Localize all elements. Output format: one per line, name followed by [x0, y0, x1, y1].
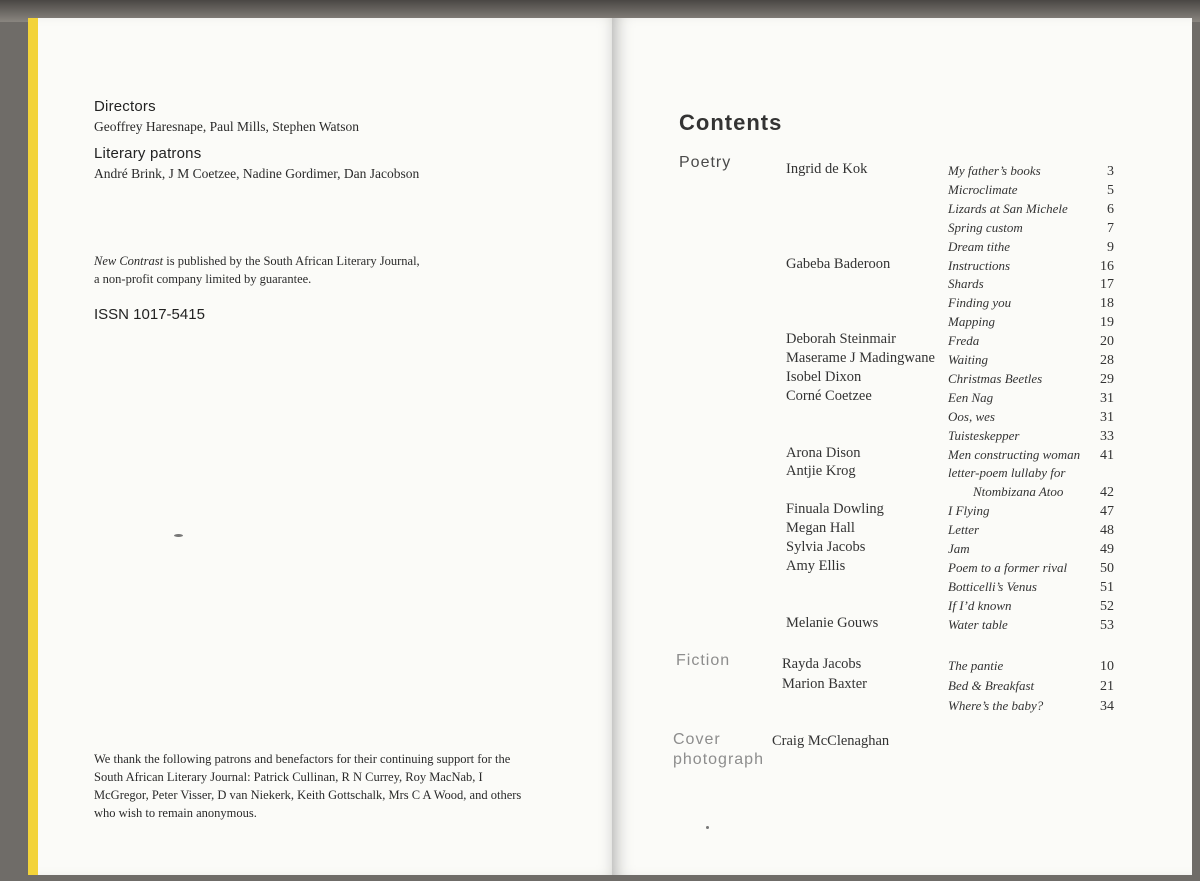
contents-entry-page: 7: [1107, 220, 1114, 236]
contents-entry-title: Shards: [948, 276, 984, 292]
publisher-line-2: a non-profit company limited by guarantee.: [94, 272, 312, 286]
contents-entry-title: Waiting: [948, 352, 988, 367]
author-poetry-2: Deborah Steinmair: [786, 331, 896, 348]
section-label-fiction: Fiction: [676, 652, 731, 669]
contents-entry-title: Letter: [948, 522, 980, 538]
left-page: [28, 18, 620, 875]
contents-entry-title: Finding you: [948, 295, 1012, 311]
contents-heading: Contents: [679, 110, 783, 135]
journal-name: New Contrast: [94, 254, 164, 268]
contents-entry-title: I Flying: [948, 503, 990, 519]
contents-entry-title: Lizards at San Michele: [948, 200, 1068, 216]
contents-entry-page: 17: [1100, 277, 1114, 293]
contents-entry-title: The pantie: [948, 658, 1004, 673]
contents-entry-page: 41: [1100, 447, 1114, 463]
author-poetry-3: Maserame J Madingwane: [786, 350, 935, 366]
contents-entry-title: Botticelli’s Venus: [948, 578, 1037, 594]
contents-entry-page: 48: [1100, 523, 1114, 539]
contents-entry-title: Poem to a former rival: [948, 559, 1068, 575]
contents-entry-page: 47: [1100, 504, 1114, 520]
right-page: [612, 18, 1192, 875]
contents-entry-page: 18: [1100, 296, 1114, 312]
contents-entry-title: letter-poem lullaby for: [948, 465, 1066, 481]
contents-entry-title: Dream tithe: [948, 238, 1010, 254]
contents-entry-page: 6: [1107, 201, 1114, 217]
contents-entry-title: Christmas Beetles: [948, 370, 1043, 386]
author-poetry-9: Megan Hall: [786, 520, 855, 537]
section-label-cover: [673, 730, 764, 770]
contents-entry-title: Spring custom: [948, 219, 1023, 235]
author-poetry-5: Corné Coetzee: [786, 387, 872, 404]
contents-entry-title: Where’s the baby?: [948, 698, 1044, 713]
author-poetry-4: Isobel Dixon: [786, 368, 862, 385]
contents-entry-title: Water table: [948, 616, 1008, 632]
publisher-note: [94, 252, 420, 288]
page-speck: [706, 826, 709, 829]
contents-entry-page: 9: [1107, 239, 1114, 255]
contents-entry-page: 34: [1100, 699, 1114, 714]
contents-entry-page: 10: [1100, 659, 1114, 674]
contents-entry-title: My father’s books: [948, 163, 1041, 178]
contents-entry-page: 51: [1100, 579, 1114, 595]
contents-entry-title: Oos, wes: [948, 408, 995, 424]
contents-entry-title: Mapping: [948, 314, 995, 330]
contents-entry-title: Instructions: [948, 257, 1011, 273]
contents-entry-page: 49: [1100, 542, 1114, 557]
author-fiction-0: Rayda Jacobs: [782, 656, 862, 672]
contents-entry-title: Bed & Breakfast: [948, 678, 1035, 693]
contents-entry-page: 42: [1100, 485, 1114, 501]
contents-entry-page: 3: [1107, 164, 1114, 179]
contents-entry-page: 16: [1100, 258, 1114, 274]
cover-artist: Craig McClenaghan: [772, 733, 890, 749]
author-fiction-1: Marion Baxter: [782, 676, 867, 692]
contents-entry-page: 53: [1100, 617, 1114, 633]
literary-patrons-names: André Brink, J M Coetzee, Nadine Gordimer, Dan Jacobson: [94, 166, 420, 181]
contents-entry-page: 5: [1107, 182, 1114, 198]
contents-entry-page: 29: [1100, 371, 1114, 387]
author-poetry-8: Finuala Dowling: [786, 501, 884, 518]
contents-entry-title: Jam: [948, 541, 970, 556]
contents-entry-page: 28: [1100, 353, 1114, 368]
contents-entry-page: 31: [1100, 390, 1114, 406]
literary-patrons-heading: Literary patrons: [94, 145, 202, 162]
section-label-poetry: Poetry: [679, 154, 732, 171]
cover-label-line-1: Cover: [673, 731, 721, 748]
contents-entry-title: Ntombizana Atoo: [973, 484, 1064, 500]
thanks-paragraph: We thank the following patrons and benefactors for their continuing support for the South African Literary Journal: Patrick Cullinan, R N Currey, Roy MacNab, I McGregor, Peter Visser, D van Niekerk, Keith Gottschalk, Mrs C A Wood, and others who wish to remain anonymous.: [94, 752, 522, 820]
contents-entry-title: Microclimate: [948, 181, 1018, 197]
author-poetry-0: Ingrid de Kok: [786, 161, 868, 177]
author-poetry-12: Melanie Gouws: [786, 614, 879, 631]
contents-entry-title: Freda: [948, 333, 980, 349]
author-poetry-6: Arona Dison: [786, 444, 861, 461]
contents-entry-title: Men constructing woman: [948, 446, 1081, 462]
contents-entry-page: 31: [1100, 409, 1114, 425]
cover-label-line-2: photograph: [673, 751, 764, 768]
author-poetry-1: Gabeba Baderoon: [786, 255, 891, 272]
author-poetry-11: Amy Ellis: [786, 557, 846, 574]
directors-names: Geoffrey Haresnape, Paul Mills, Stephen Watson: [94, 119, 359, 134]
contents-entry-page: 19: [1100, 315, 1114, 331]
author-poetry-7: Antjie Krog: [786, 463, 856, 480]
directors-heading: Directors: [94, 98, 156, 115]
publisher-line-1: is published by the South African Literary Journal,: [163, 254, 420, 268]
contents-entry-title: Een Nag: [948, 389, 994, 405]
contents-entry-page: 20: [1100, 334, 1114, 350]
issn: ISSN 1017-5415: [94, 306, 205, 323]
page-speck: [174, 534, 183, 537]
contents-entry-page: 33: [1100, 428, 1114, 444]
contents-entry-page: 50: [1100, 560, 1114, 576]
contents-entry-page: 52: [1100, 598, 1114, 614]
contents-entry-title: Tuisteskepper: [948, 427, 1020, 443]
contents-entry-page: 21: [1100, 679, 1114, 694]
contents-entry-title: If I’d known: [948, 597, 1012, 613]
author-poetry-10: Sylvia Jacobs: [786, 539, 866, 555]
